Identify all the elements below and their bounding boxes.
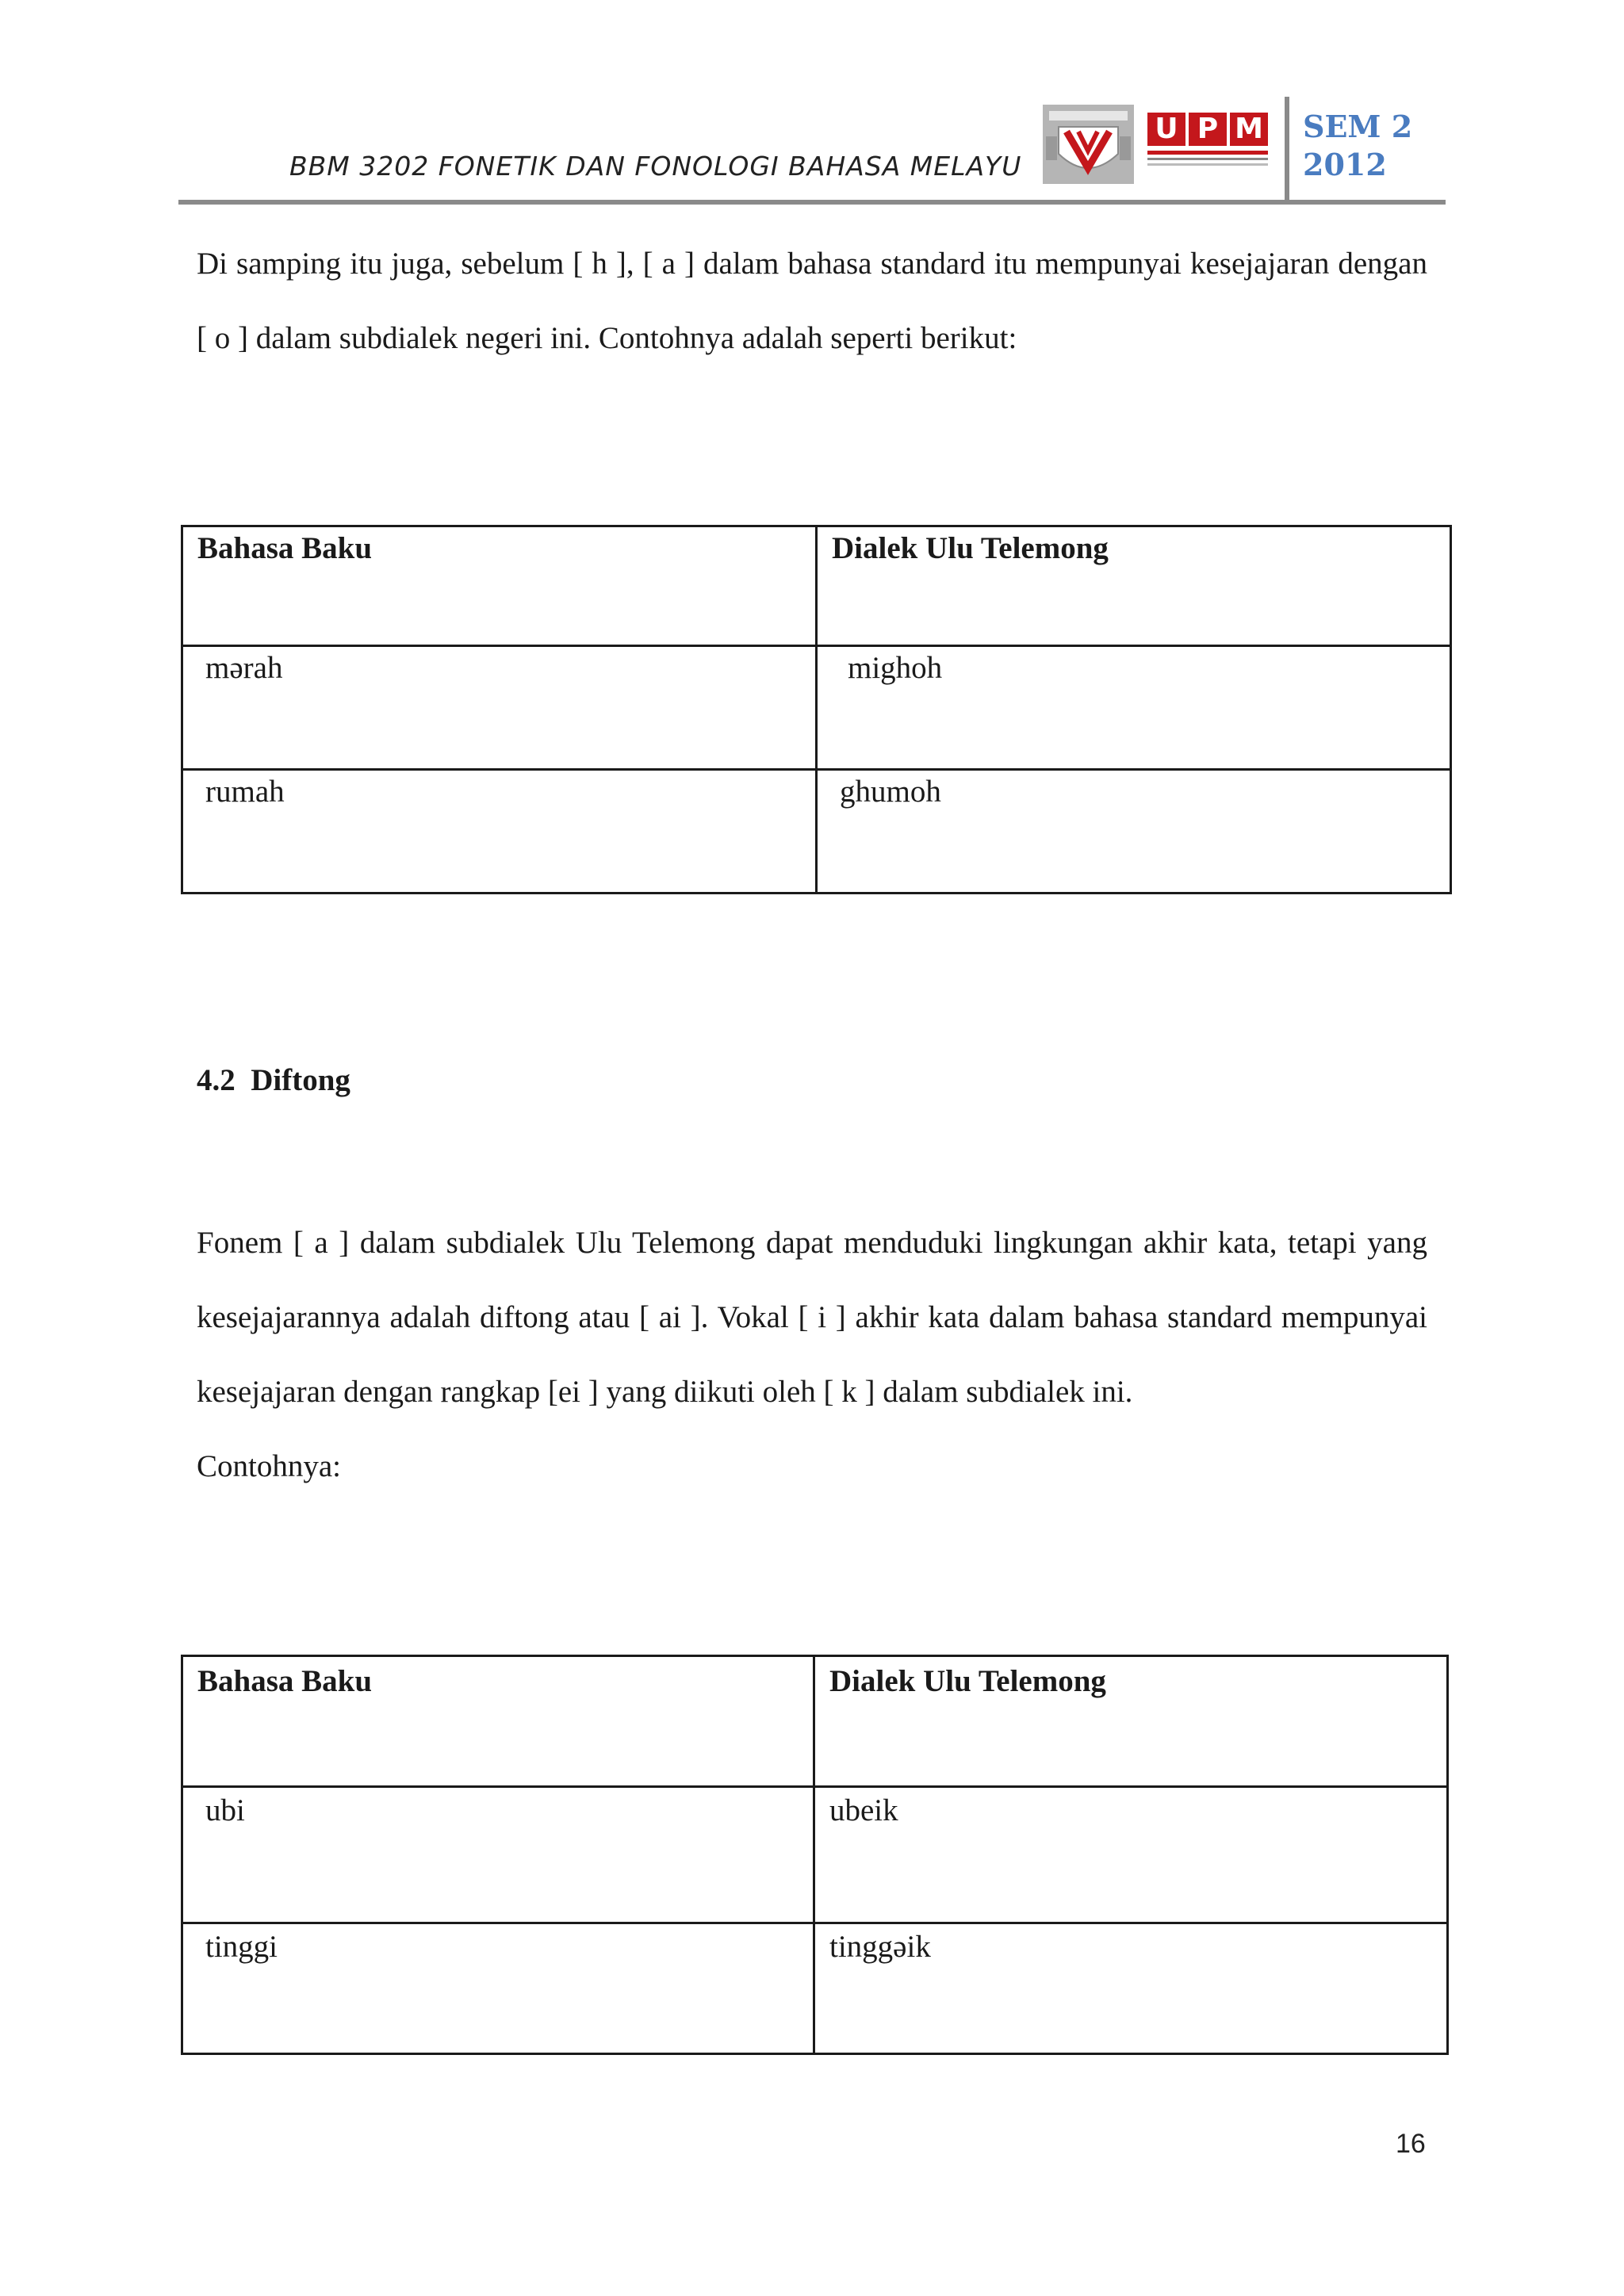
table-cell: ghumoh — [817, 770, 1451, 894]
section-heading: 4.2 Diftong — [197, 1063, 350, 1097]
upm-letter-p: P — [1189, 113, 1227, 146]
upm-wordmark — [1147, 113, 1274, 184]
page-number: 16 — [1396, 2129, 1426, 2159]
upm-subtitle-line — [1147, 163, 1268, 166]
table-cell: tinggəik — [814, 1923, 1448, 2054]
table-header-cell: Dialek Ulu Telemong — [817, 526, 1451, 646]
semester-label — [1303, 108, 1412, 184]
table-cell: mərah — [182, 646, 817, 770]
table-cell: rumah — [182, 770, 817, 894]
table-cell: tinggi — [182, 1923, 814, 2054]
comparison-table-1 — [181, 525, 1452, 894]
section-body-text: Fonem [ a ] dalam subdialek Ulu Telemong dapat menduduki lingkungan akhir kata, tetapi yang kesejajarannya adalah diftong atau [ ai ]. Vokal [ i ] akhir kata dalam bahasa standard mempunyai kesejajaran dengan rangkap [ei ] yang diikuti oleh [ k ] dalam subdialek ini. — [197, 1226, 1427, 1409]
table-header-cell: Bahasa Baku — [182, 526, 817, 646]
contoh-label: Contohnya: — [197, 1449, 341, 1483]
table-row — [182, 1787, 1448, 1923]
table-cell: ubeik — [814, 1787, 1448, 1923]
table-row — [182, 646, 1451, 770]
table-row — [182, 770, 1451, 894]
upm-letter-m: M — [1230, 113, 1268, 146]
upm-letter-u: U — [1147, 113, 1185, 146]
header-separator — [1285, 97, 1289, 204]
table-header-cell: Dialek Ulu Telemong — [814, 1656, 1448, 1787]
table-cell: mighoh — [817, 646, 1451, 770]
year-text: 2012 — [1303, 147, 1387, 182]
upm-stripe — [1147, 151, 1268, 155]
upm-logo — [1043, 101, 1273, 187]
table-header-row — [182, 526, 1451, 646]
section-paragraph — [197, 1206, 1427, 1504]
upm-crest-icon — [1043, 105, 1134, 184]
table-header-row — [182, 1656, 1448, 1787]
table-row — [182, 1923, 1448, 2054]
upm-subtitle-line — [1147, 158, 1268, 160]
comparison-table-2 — [181, 1655, 1449, 2055]
semester-text: SEM 2 — [1303, 109, 1413, 144]
table-header-cell: Bahasa Baku — [182, 1656, 814, 1787]
table-cell: ubi — [182, 1787, 814, 1923]
course-title: BBM 3202 FONETIK DAN FONOLOGI BAHASA MELAYU — [289, 151, 1022, 182]
header-rule — [178, 200, 1446, 205]
intro-paragraph: Di samping itu juga, sebelum [ h ], [ a ] dalam bahasa standard itu mempunyai kesejajaran dengan [ o ] dalam subdialek negeri ini. Contohnya adalah seperti berikut: — [197, 247, 1427, 355]
